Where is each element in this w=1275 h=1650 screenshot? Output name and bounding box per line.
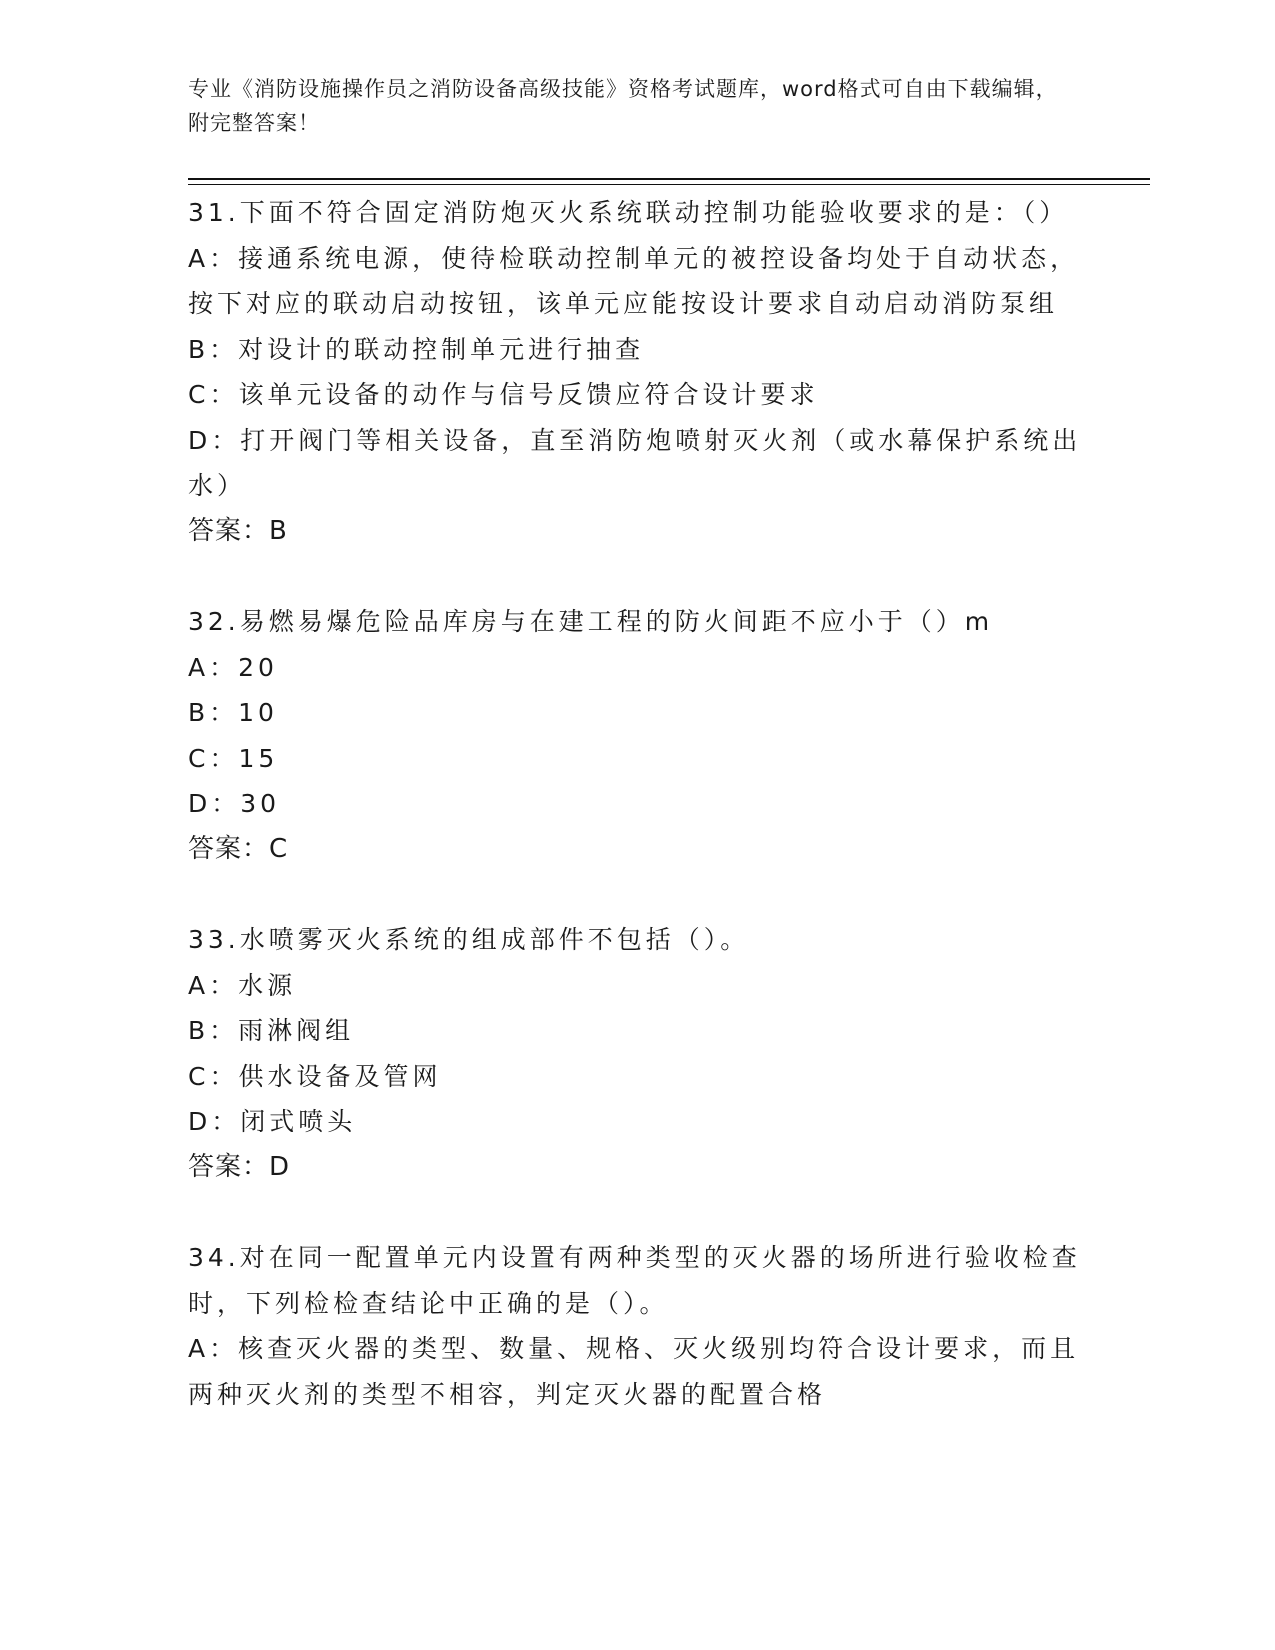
question-33 xyxy=(188,917,1088,1190)
option-b: B：10 xyxy=(188,698,278,727)
option-b: B：雨淋阀组 xyxy=(188,1016,355,1045)
option-d: D：打开阀门等相关设备，直至消防炮喷射灭火剂（或水幕保护系统出水） xyxy=(188,425,1082,500)
answer-label: 答案：B xyxy=(188,515,288,546)
option-c: C：该单元设备的动作与信号反馈应符合设计要求 xyxy=(188,380,819,409)
question-stem: 31.下面不符合固定消防炮灭火系统联动控制功能验收要求的是：（） xyxy=(188,198,1069,227)
option-a: A：20 xyxy=(188,652,278,682)
question-31 xyxy=(188,190,1088,554)
header-divider-thin xyxy=(188,184,1150,185)
question-32 xyxy=(188,599,1088,872)
question-stem: 33.水喷雾灭火系统的组成部件不包括（）。 xyxy=(188,925,750,954)
option-a: A：水源 xyxy=(188,970,297,1000)
question-stem: 34.对在同一配置单元内设置有两种类型的灭火器的场所进行验收检查时，下列检检查结论中正确的是（）。 xyxy=(188,1243,1081,1318)
option-a: A：接通系统电源，使待检联动控制单元的被控设备均处于自动状态，按下对应的联动启动按钮，该单元应能按设计要求自动启动消防泵组 xyxy=(188,243,1080,318)
option-c: C：15 xyxy=(188,743,279,773)
option-d: D：30 xyxy=(188,789,281,818)
question-list xyxy=(188,190,1088,1462)
option-b: B：对设计的联动控制单元进行抽查 xyxy=(188,334,645,364)
document-header: 专业《消防设施操作员之消防设备高级技能》资格考试题库，word格式可自由下载编辑，附完整答案！ xyxy=(188,77,1058,135)
question-stem: 32.易燃易爆危险品库房与在建工程的防火间距不应小于（）m xyxy=(188,607,994,636)
answer-label: 答案：D xyxy=(188,1151,291,1182)
header-divider-thick xyxy=(188,178,1150,180)
option-d: D：闭式喷头 xyxy=(188,1107,357,1136)
option-a: A：核查灭火器的类型、数量、规格、灭火级别均符合设计要求，而且两种灭火剂的类型不相容，判定灭火器的配置合格 xyxy=(188,1334,1080,1409)
question-34 xyxy=(188,1235,1088,1417)
answer-label: 答案：C xyxy=(188,833,289,864)
option-c: C：供水设备及管网 xyxy=(188,1061,442,1091)
